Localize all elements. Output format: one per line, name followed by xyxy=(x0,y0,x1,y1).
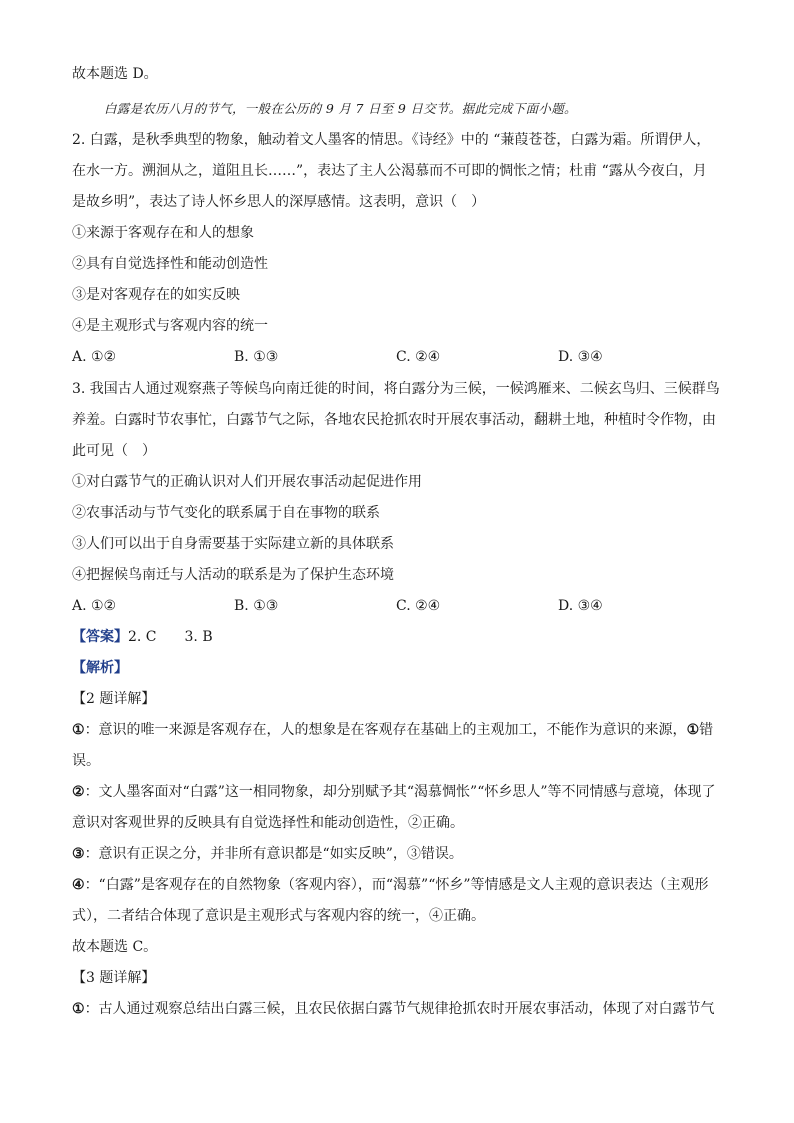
q3-stem-line-1: 3. 我国古人通过观察燕子等候鸟向南迁徙的时间，将白露分为三候，一候鸿雁来、二候玄鸟归、三候群鸟 xyxy=(72,381,720,397)
q2-option-a: A. ①② xyxy=(72,349,117,365)
detail-text: ：“白露”是客观存在的自然物象（客观内容），而“渴慕”“怀乡”等情感是文人主观的意识表达（主观形 xyxy=(84,877,709,893)
answer-text: 2. C 3. B xyxy=(128,629,213,645)
q2-stem-line-2: 在水一方。溯洄从之，道阻且长……”，表达了主人公渴慕而不可即的惆怅之情；杜甫 “露从今夜白，月 xyxy=(72,163,707,179)
answer-line xyxy=(72,627,722,647)
detail-text: ：意识的唯一来源是客观存在，人的想象是在客观存在基础上的主观加工，不能作为意识的来源， xyxy=(84,722,687,738)
q2-detail-conclusion: 故本题选 C。 xyxy=(72,939,158,955)
q2-detail-2-cont: 意识对客观世界的反映具有自觉选择性和能动创造性，②正确。 xyxy=(72,815,464,831)
q3-detail-title: 【3 题详解】 xyxy=(72,970,156,986)
q2-detail-4-cont: 式），二者结合体现了意识是主观形式与客观内容的统一，④正确。 xyxy=(72,908,485,924)
q2-option-b: B. ①③ xyxy=(234,349,279,365)
q2-stem-line-1: 2. 白露，是秋季典型的物象，触动着文人墨客的情思。《诗经》中的 “蒹葭苍苍，白露为霜。所谓伊人， xyxy=(72,132,711,148)
statement-marker: ① xyxy=(686,722,700,738)
detail-text: 错 xyxy=(699,722,714,738)
q2-detail-4 xyxy=(72,875,722,895)
q2-statement-3: ③是对客观存在的如实反映 xyxy=(72,287,240,303)
statement-marker: ② xyxy=(72,784,85,800)
statement-marker: ④ xyxy=(72,877,85,893)
q3-statement-4: ④把握候鸟南迁与人活动的联系是为了保护生态环境 xyxy=(72,567,394,583)
prev-answer-line: 故本题选 D。 xyxy=(72,66,158,82)
statement-marker: ③ xyxy=(72,846,85,862)
q2-stem-line-3: 是故乡明”，表达了诗人怀乡思人的深厚感情。这表明，意识（ ） xyxy=(72,194,486,210)
q3-stem-line-3: 此可见（ ） xyxy=(72,443,156,459)
analysis-label: 【解析】 xyxy=(72,660,128,676)
q3-statement-1: ①对白露节气的正确认识对人们开展农事活动起促进作用 xyxy=(72,474,422,490)
detail-text: ：意识有正误之分，并非所有意识都是“如实反映”，③错误。 xyxy=(84,846,463,862)
q3-option-b: B. ①③ xyxy=(234,598,279,614)
detail-text: ：文人墨客面对“白露”这一相同物象，却分别赋予其“渴慕惆怅”“怀乡思人”等不同情感与意境，体现了 xyxy=(84,784,716,800)
q2-detail-2 xyxy=(72,782,722,802)
q2-statement-1: ①来源于客观存在和人的想象 xyxy=(72,225,254,241)
q3-detail-1 xyxy=(72,999,722,1019)
q3-option-c: C. ②④ xyxy=(396,598,441,614)
q2-detail-1-cont: 误。 xyxy=(72,753,100,769)
q2-detail-1 xyxy=(72,720,722,740)
q3-option-d: D. ③④ xyxy=(558,598,603,614)
q2-option-c: C. ②④ xyxy=(396,349,441,365)
q3-option-a: A. ①② xyxy=(72,598,117,614)
q2-statement-4: ④是主观形式与客观内容的统一 xyxy=(72,318,268,334)
intro-line: 白露是农历八月的节气，一般在公历的 9 月 7 日至 9 日交节。据此完成下面小题。 xyxy=(104,101,577,116)
q2-detail-3 xyxy=(72,844,722,864)
q3-statement-2: ②农事活动与节气变化的联系属于自在事物的联系 xyxy=(72,505,380,521)
q2-detail-title: 【2 题详解】 xyxy=(72,691,156,707)
statement-marker: ① xyxy=(72,722,85,738)
q2-option-d: D. ③④ xyxy=(558,349,603,365)
q2-statement-2: ②具有自觉选择性和能动创造性 xyxy=(72,256,268,272)
statement-marker: ① xyxy=(72,1001,85,1017)
detail-text: ：古人通过观察总结出白露三候，且农民依据白露节气规律抢抓农时开展农事活动，体现了对白露节气 xyxy=(84,1001,715,1017)
q3-stem-line-2: 养羞。白露时节农事忙，白露节气之际，各地农民抢抓农时开展农事活动，翻耕土地，种植时令作物，由 xyxy=(72,412,716,428)
q3-statement-3: ③人们可以出于自身需要基于实际建立新的具体联系 xyxy=(72,536,394,552)
answer-label: 【答案】 xyxy=(72,629,128,645)
